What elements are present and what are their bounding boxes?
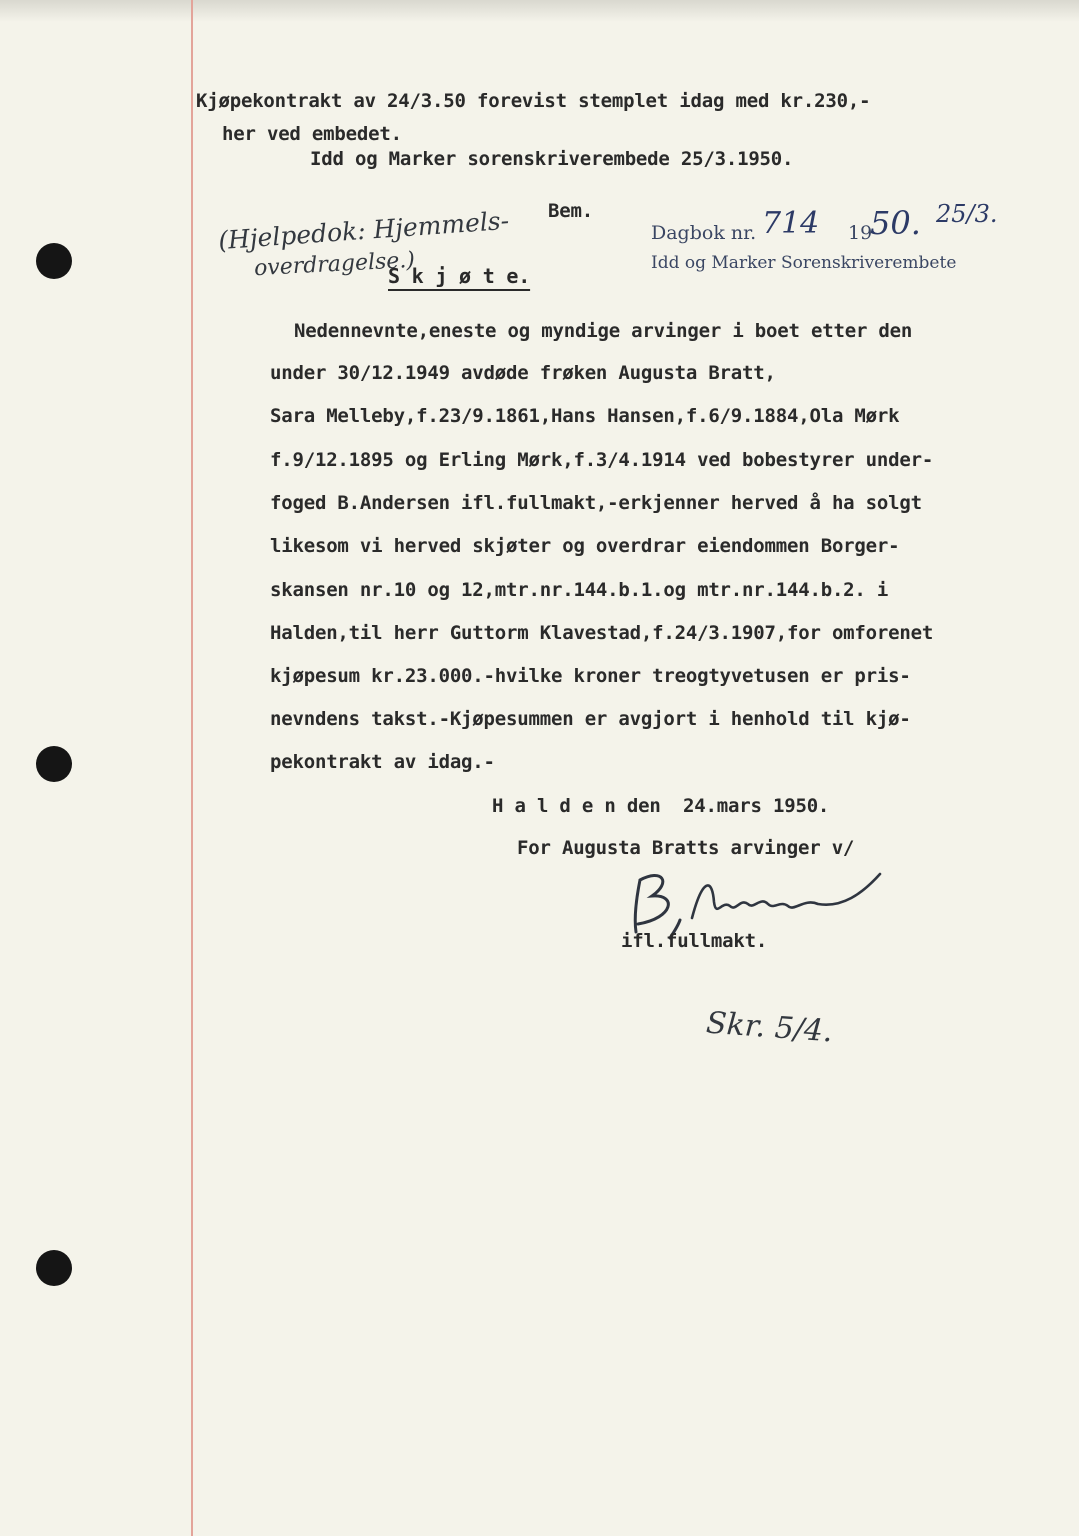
office-name: Idd og Marker Sorenskriverembete (651, 253, 957, 273)
body-line: skansen nr.10 og 12,mtr.nr.144.b.1.og mtr.nr.144.b.2. i (270, 579, 889, 601)
body-line: likesom vi herved skjøter og overdrar eiendommen Borger- (270, 535, 900, 557)
punch-hole (36, 746, 72, 782)
punch-hole (36, 243, 72, 279)
dagbok-label: Dagbok nr. (651, 222, 757, 244)
year-prefix: 19 (848, 222, 873, 244)
body-line: Sara Melleby,f.23/9.1861,Hans Hansen,f.6/9.1884,Ola Mørk (270, 405, 900, 427)
document-title: S k j ø t e. (388, 264, 531, 288)
punch-hole (36, 1250, 72, 1286)
body-line: kjøpesum kr.23.000.-hvilke kroner treogtyvetusen er pris- (270, 665, 911, 687)
stamp-note-line: Idd og Marker sorenskriverembede 25/3.1950. (310, 148, 794, 170)
dagbok-number: 714 (762, 206, 820, 241)
for-line: For Augusta Bratts arvinger v/ (517, 837, 855, 859)
body-line: f.9/12.1895 og Erling Mørk,f.3/4.1914 ved bobestyrer under- (270, 449, 934, 471)
margin-rule (191, 0, 193, 1536)
stamp-date: 25/3. (936, 200, 998, 228)
body-line: nevndens takst.-Kjøpesummen er avgjort i henhold til kjø- (270, 708, 911, 730)
place-date: H a l d e n den 24.mars 1950. (492, 795, 830, 817)
top-edge-shadow (0, 0, 1079, 22)
bottom-note: Skr. 5/4. (704, 1005, 834, 1050)
stamp-note-line: Kjøpekontrakt av 24/3.50 forevist stemplet idag med kr.230,- (196, 90, 871, 112)
year-suffix: 50. (870, 204, 921, 242)
margin-note-line: overdragelse.) (253, 247, 416, 282)
body-line: under 30/12.1949 avdøde frøken Augusta Bratt, (270, 362, 776, 384)
fullmakt-line: ifl.fullmakt. (621, 930, 768, 952)
body-line: foged B.Andersen ifl.fullmakt,-erkjenner herved å ha solgt (270, 492, 922, 514)
body-line: pekontrakt av idag.- (270, 751, 495, 773)
body-line: Halden,til herr Guttorm Klavestad,f.24/3.1907,for omforenet (270, 622, 934, 644)
bem-label: Bem. (548, 200, 593, 222)
margin-note-line: (Hjelpedok: Hjemmels- (217, 205, 510, 256)
body-line: Nedennevnte,eneste og myndige arvinger i boet etter den (294, 320, 913, 342)
stamp-note-line: her ved embedet. (222, 123, 402, 145)
